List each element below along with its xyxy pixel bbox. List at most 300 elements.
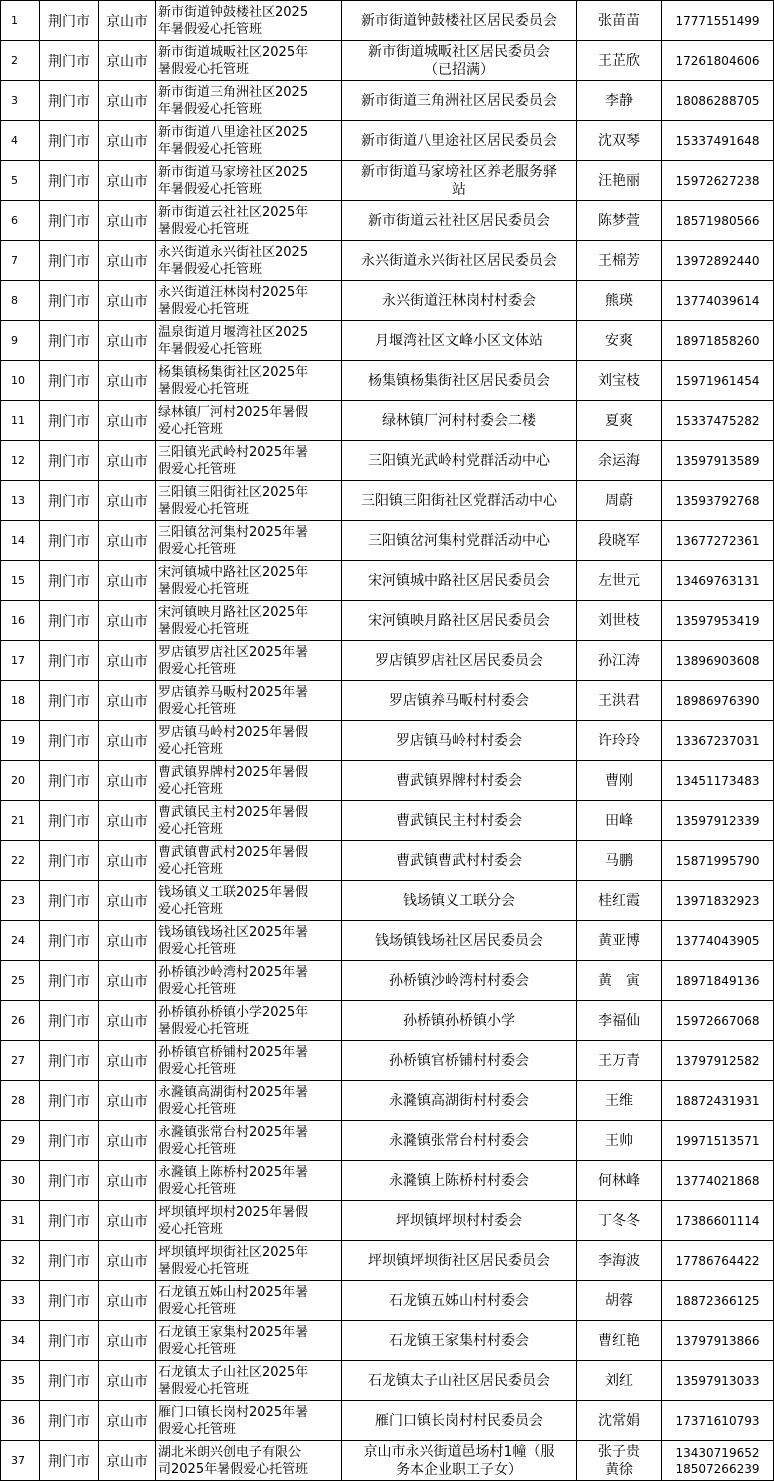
- row-index: 28: [1, 1081, 40, 1121]
- contact-cell-line: 曹红艳: [598, 1332, 640, 1349]
- county-cell: 京山市: [99, 1241, 156, 1281]
- address-cell: [342, 1441, 577, 1481]
- phone-cell-line: 17771551499: [675, 13, 760, 28]
- county-cell: 京山市: [99, 1441, 156, 1481]
- class-name-cell: [156, 681, 342, 721]
- class-name-cell-line: 爱心托管班: [158, 741, 224, 757]
- class-name-cell-line: 假爱心托管班: [158, 461, 237, 477]
- city-cell: 荆门市: [40, 281, 99, 321]
- address-cell: [342, 881, 577, 921]
- contact-cell-line: 夏爽: [605, 412, 633, 429]
- phone-cell: [662, 1041, 774, 1081]
- row-index: 6: [1, 201, 40, 241]
- class-name-cell-line: 爱心托管班: [158, 781, 224, 797]
- row-index: 15: [1, 561, 40, 601]
- contact-cell-line: 刘宝枝: [598, 372, 640, 389]
- class-name-cell-line: 三阳镇岔河集村2025年暑: [158, 524, 309, 540]
- phone-cell-line: 13797913866: [675, 1333, 760, 1348]
- address-cell: [342, 1121, 577, 1161]
- table-row: [1, 1121, 774, 1161]
- county-cell: 京山市: [99, 601, 156, 641]
- table-row: [1, 1321, 774, 1361]
- class-name-cell: [156, 281, 342, 321]
- contact-cell-line: 李福仙: [598, 1012, 640, 1029]
- address-cell-line: 永漋镇张常台村村委会: [389, 1132, 529, 1149]
- county-cell: 京山市: [99, 361, 156, 401]
- table-row: [1, 761, 774, 801]
- address-cell: [342, 521, 577, 561]
- contact-cell-line: 黄徐: [605, 1461, 633, 1478]
- address-cell: [342, 1321, 577, 1361]
- address-cell-line: 曹武镇民主村村委会: [396, 812, 522, 829]
- class-name-cell: [156, 41, 342, 81]
- row-index: 17: [1, 641, 40, 681]
- class-name-cell-line: 永漋镇高湖街村2025年暑: [158, 1084, 309, 1100]
- contact-cell: [577, 361, 662, 401]
- phone-cell-line: 18872431931: [675, 1093, 760, 1108]
- phone-cell: [662, 401, 774, 441]
- row-index: 30: [1, 1161, 40, 1201]
- class-name-cell-line: 假爱心托管班: [158, 941, 237, 957]
- city-cell: 荆门市: [40, 1041, 99, 1081]
- row-index: 33: [1, 1281, 40, 1321]
- address-cell-line: 新市街道城畈社区居民委员会: [368, 43, 550, 60]
- address-cell-line: 新市街道钟鼓楼社区居民委员会: [361, 12, 557, 29]
- phone-cell-line: 18086288705: [675, 93, 760, 108]
- row-index: 11: [1, 401, 40, 441]
- address-cell-line: 孙桥镇官桥铺村村委会: [389, 1052, 529, 1069]
- row-index: 7: [1, 241, 40, 281]
- contact-cell-line: 李海波: [598, 1252, 640, 1269]
- phone-cell: [662, 81, 774, 121]
- county-cell: 京山市: [99, 641, 156, 681]
- class-name-cell: [156, 1441, 342, 1481]
- class-name-cell-line: 三阳镇光武岭村2025年暑: [158, 444, 309, 460]
- class-name-cell-line: 暑假爱心托管班: [158, 1381, 250, 1397]
- contact-cell-line: 汪艳丽: [598, 172, 640, 189]
- address-cell: [342, 441, 577, 481]
- contact-cell: [577, 1041, 662, 1081]
- address-cell-line: 三阳镇岔河集村党群活动中心: [368, 532, 550, 549]
- phone-cell: [662, 721, 774, 761]
- address-cell: [342, 961, 577, 1001]
- class-name-cell: [156, 1321, 342, 1361]
- county-cell: 京山市: [99, 241, 156, 281]
- contact-cell: [577, 1241, 662, 1281]
- contact-cell: [577, 1201, 662, 1241]
- contact-cell: [577, 681, 662, 721]
- row-index: 5: [1, 161, 40, 201]
- class-name-cell: [156, 241, 342, 281]
- city-cell: 荆门市: [40, 881, 99, 921]
- row-index: 31: [1, 1201, 40, 1241]
- address-cell-line: 永漋镇上陈桥村村委会: [389, 1172, 529, 1189]
- row-index: 8: [1, 281, 40, 321]
- address-cell: [342, 721, 577, 761]
- address-cell: [342, 841, 577, 881]
- county-cell: 京山市: [99, 1281, 156, 1321]
- phone-cell-line: 13797912582: [675, 1053, 760, 1068]
- contact-cell: [577, 561, 662, 601]
- contact-cell: [577, 1, 662, 41]
- city-cell: 荆门市: [40, 601, 99, 641]
- table-row: [1, 201, 774, 241]
- address-cell-line: 新市街道三角洲社区居民委员会: [361, 92, 557, 109]
- city-cell: 荆门市: [40, 961, 99, 1001]
- table-row: [1, 1241, 774, 1281]
- address-cell: [342, 681, 577, 721]
- row-index: 22: [1, 841, 40, 881]
- contact-cell-line: 黄 寅: [598, 972, 640, 989]
- class-name-cell-line: 暑假爱心托管班: [158, 221, 250, 237]
- class-name-cell: [156, 881, 342, 921]
- city-cell: 荆门市: [40, 761, 99, 801]
- class-name-cell: [156, 1361, 342, 1401]
- phone-cell-line: 13593792768: [675, 493, 760, 508]
- city-cell: 荆门市: [40, 1361, 99, 1401]
- table-row: [1, 721, 774, 761]
- phone-cell-line: 13469763131: [675, 573, 760, 588]
- class-name-cell: [156, 1081, 342, 1121]
- contact-cell-line: 张苗苗: [598, 12, 640, 29]
- phone-cell-line: 17786764422: [675, 1253, 760, 1268]
- city-cell: 荆门市: [40, 841, 99, 881]
- contact-cell-line: 王帅: [605, 1132, 633, 1149]
- address-cell-line: 永兴街道汪林岗村村委会: [382, 292, 536, 309]
- class-name-cell-line: 杨集镇杨集街社区2025年: [158, 364, 309, 380]
- table-row: [1, 801, 774, 841]
- row-index: 20: [1, 761, 40, 801]
- county-cell: 京山市: [99, 521, 156, 561]
- table-row: [1, 361, 774, 401]
- address-cell-line: 永漋镇高湖街村村委会: [389, 1092, 529, 1109]
- row-index: 24: [1, 921, 40, 961]
- class-name-cell: [156, 1001, 342, 1041]
- phone-cell: [662, 521, 774, 561]
- address-cell: [342, 1241, 577, 1281]
- address-cell-line: 石龙镇五姊山村村委会: [389, 1292, 529, 1309]
- class-name-cell-line: 石龙镇太子山社区2025年: [158, 1364, 309, 1380]
- class-name-cell-line: 新市街道城畈社区2025年: [158, 44, 309, 60]
- address-cell: [342, 641, 577, 681]
- class-name-cell: [156, 1121, 342, 1161]
- table-row: [1, 881, 774, 921]
- phone-cell-line: 15337475282: [675, 413, 760, 428]
- class-name-cell-line: 雁门口镇长岗村2025年暑: [158, 1404, 309, 1420]
- county-cell: 京山市: [99, 1201, 156, 1241]
- contact-cell-line: 田峰: [605, 812, 633, 829]
- phone-cell-line: 13971832923: [675, 893, 760, 908]
- county-cell: 京山市: [99, 961, 156, 1001]
- contact-cell: [577, 281, 662, 321]
- contact-cell: [577, 641, 662, 681]
- row-index: 29: [1, 1121, 40, 1161]
- phone-cell-line: 13451173483: [675, 773, 760, 788]
- class-name-cell: [156, 561, 342, 601]
- phone-cell: [662, 441, 774, 481]
- class-name-cell-line: 新市街道钟鼓楼社区2025: [158, 4, 309, 20]
- phone-cell-line: 13896903608: [675, 653, 760, 668]
- phone-cell-line: 15871995790: [675, 853, 760, 868]
- class-name-cell-line: 新市街道三角洲社区2025: [158, 84, 309, 100]
- row-index: 16: [1, 601, 40, 641]
- phone-cell-line: 18872366125: [675, 1293, 760, 1308]
- address-cell-line: 雁门口镇长岗村村民委员会: [375, 1412, 543, 1429]
- contact-cell-line: 王芷欣: [598, 52, 640, 69]
- contact-cell-line: 李静: [605, 92, 633, 109]
- row-index: 3: [1, 81, 40, 121]
- phone-cell: [662, 1401, 774, 1441]
- address-cell: [342, 361, 577, 401]
- address-cell-line: 务本企业职工子女）: [396, 1461, 522, 1478]
- city-cell: 荆门市: [40, 801, 99, 841]
- contact-cell-line: 张子贵: [598, 1443, 640, 1460]
- contact-cell: [577, 601, 662, 641]
- city-cell: 荆门市: [40, 441, 99, 481]
- county-cell: 京山市: [99, 1361, 156, 1401]
- class-name-cell-line: 假爱心托管班: [158, 1341, 237, 1357]
- class-name-cell-line: 孙桥镇官桥铺村2025年暑: [158, 1044, 309, 1060]
- class-name-cell-line: 曹武镇曹武村2025年暑假: [158, 844, 309, 860]
- class-name-cell-line: 新市街道云社社区2025年: [158, 204, 309, 220]
- address-cell: [342, 1081, 577, 1121]
- contact-cell-line: 周蔚: [605, 492, 633, 509]
- class-name-cell-line: 曹武镇民主村2025年暑假: [158, 804, 309, 820]
- phone-cell-line: 18507266239: [675, 1461, 760, 1476]
- city-cell: 荆门市: [40, 41, 99, 81]
- class-name-cell: [156, 1041, 342, 1081]
- table-row: [1, 401, 774, 441]
- table-row: [1, 121, 774, 161]
- row-index: 27: [1, 1041, 40, 1081]
- address-cell-line: 杨集镇杨集街社区居民委员会: [368, 372, 550, 389]
- county-cell: 京山市: [99, 1161, 156, 1201]
- county-cell: 京山市: [99, 841, 156, 881]
- table-row: [1, 681, 774, 721]
- address-cell-line: 孙桥镇沙岭湾村村委会: [389, 972, 529, 989]
- class-name-cell-line: 新市街道八里途社区2025: [158, 124, 309, 140]
- address-cell: [342, 1201, 577, 1241]
- address-cell-line: 石龙镇王家集村村委会: [389, 1332, 529, 1349]
- class-name-cell-line: 宋河镇映月路社区2025年: [158, 604, 309, 620]
- phone-cell-line: 15337491648: [675, 133, 760, 148]
- address-cell-line: 曹武镇曹武村村委会: [396, 852, 522, 869]
- class-name-cell-line: 孙桥镇孙桥镇小学2025年: [158, 1004, 309, 1020]
- city-cell: 荆门市: [40, 521, 99, 561]
- contact-cell-line: 沈双琴: [598, 132, 640, 149]
- county-cell: 京山市: [99, 801, 156, 841]
- city-cell: 荆门市: [40, 1161, 99, 1201]
- phone-cell: [662, 1, 774, 41]
- city-cell: 荆门市: [40, 361, 99, 401]
- row-index: 1: [1, 1, 40, 41]
- contact-cell: [577, 801, 662, 841]
- table-row: [1, 1, 774, 41]
- contact-cell-line: 陈梦萱: [598, 212, 640, 229]
- class-name-cell-line: 永漋镇张常台村2025年暑: [158, 1124, 309, 1140]
- contact-cell: [577, 441, 662, 481]
- table-row: [1, 1281, 774, 1321]
- contact-cell: [577, 201, 662, 241]
- class-name-cell-line: 年暑假爱心托管班: [158, 21, 263, 37]
- contact-cell: [577, 881, 662, 921]
- phone-cell: [662, 121, 774, 161]
- county-cell: 京山市: [99, 321, 156, 361]
- phone-cell: [662, 1161, 774, 1201]
- table-row: [1, 161, 774, 201]
- class-name-cell-line: 假爱心托管班: [158, 1061, 237, 1077]
- table-row: [1, 841, 774, 881]
- contact-cell-line: 王洪君: [598, 692, 640, 709]
- contact-cell-line: 沈常娟: [598, 1412, 640, 1429]
- class-name-cell: [156, 961, 342, 1001]
- table-row: [1, 281, 774, 321]
- class-name-cell-line: 宋河镇城中路社区2025年: [158, 564, 309, 580]
- phone-cell: [662, 921, 774, 961]
- phone-cell-line: 13774039614: [675, 293, 760, 308]
- table-row: [1, 1361, 774, 1401]
- phone-cell: [662, 1441, 774, 1481]
- class-name-cell-line: 绿林镇厂河村2025年暑假: [158, 404, 309, 420]
- table-row: [1, 41, 774, 81]
- table-body: [1, 1, 774, 1481]
- address-cell-line: 新市街道云社社区居民委员会: [368, 212, 550, 229]
- phone-cell-line: 13597912339: [675, 813, 760, 828]
- class-name-cell-line: 暑假爱心托管班: [158, 301, 250, 317]
- phone-cell: [662, 881, 774, 921]
- address-cell-line: 站: [452, 181, 466, 198]
- contact-cell: [577, 961, 662, 1001]
- contact-cell-line: 王万青: [598, 1052, 640, 1069]
- row-index: 2: [1, 41, 40, 81]
- class-name-cell: [156, 601, 342, 641]
- table-row: [1, 1401, 774, 1441]
- address-cell-line: （已招满）: [424, 61, 494, 78]
- class-name-cell-line: 爱心托管班: [158, 901, 224, 917]
- contact-cell: [577, 1441, 662, 1481]
- phone-cell: [662, 1201, 774, 1241]
- contact-cell: [577, 1281, 662, 1321]
- city-cell: 荆门市: [40, 81, 99, 121]
- phone-cell-line: 15971961454: [675, 373, 760, 388]
- contact-cell: [577, 841, 662, 881]
- city-cell: 荆门市: [40, 561, 99, 601]
- table-row: [1, 81, 774, 121]
- city-cell: 荆门市: [40, 1321, 99, 1361]
- class-name-cell: [156, 121, 342, 161]
- class-name-cell: [156, 1, 342, 41]
- city-cell: 荆门市: [40, 1121, 99, 1161]
- phone-cell: [662, 561, 774, 601]
- county-cell: 京山市: [99, 281, 156, 321]
- phone-cell-line: 13367237031: [675, 733, 760, 748]
- class-name-cell: [156, 481, 342, 521]
- phone-cell: [662, 681, 774, 721]
- phone-cell: [662, 1241, 774, 1281]
- class-name-cell-line: 爱心托管班: [158, 821, 224, 837]
- class-name-cell: [156, 1241, 342, 1281]
- phone-cell: [662, 241, 774, 281]
- county-cell: 京山市: [99, 561, 156, 601]
- county-cell: 京山市: [99, 721, 156, 761]
- address-cell: [342, 81, 577, 121]
- contact-cell-line: 桂红霞: [598, 892, 640, 909]
- phone-cell-line: 13597953419: [675, 613, 760, 628]
- class-name-cell-line: 暑假爱心托管班: [158, 1021, 250, 1037]
- class-name-cell-line: 司2025年暑假爱心托管班: [158, 1461, 309, 1477]
- table-row: [1, 1041, 774, 1081]
- address-cell-line: 罗店镇罗店社区居民委员会: [375, 652, 543, 669]
- class-name-cell-line: 爱心托管班: [158, 421, 224, 437]
- class-name-cell-line: 假爱心托管班: [158, 661, 237, 677]
- county-cell: 京山市: [99, 161, 156, 201]
- contact-cell: [577, 81, 662, 121]
- class-name-cell-line: 三阳镇三阳街社区2025年: [158, 484, 309, 500]
- city-cell: 荆门市: [40, 161, 99, 201]
- class-name-cell: [156, 1281, 342, 1321]
- class-name-cell-line: 爱心托管班: [158, 861, 224, 877]
- address-cell: [342, 1401, 577, 1441]
- address-cell-line: 钱场镇义工联分会: [403, 892, 515, 909]
- row-index: 18: [1, 681, 40, 721]
- row-index: 36: [1, 1401, 40, 1441]
- county-cell: 京山市: [99, 41, 156, 81]
- address-cell: [342, 1361, 577, 1401]
- class-name-cell-line: 假爱心托管班: [158, 701, 237, 717]
- table-row: [1, 961, 774, 1001]
- contact-cell: [577, 241, 662, 281]
- phone-cell-line: 18971858260: [675, 333, 760, 348]
- address-cell-line: 石龙镇太子山社区居民委员会: [368, 1372, 550, 1389]
- city-cell: 荆门市: [40, 1001, 99, 1041]
- class-name-cell-line: 钱场镇钱场社区2025年暑: [158, 924, 309, 940]
- class-name-cell-line: 罗店镇养马畈村2025年暑: [158, 684, 309, 700]
- address-cell: [342, 481, 577, 521]
- class-name-cell: [156, 161, 342, 201]
- class-name-cell-line: 爱心托管班: [158, 1221, 224, 1237]
- class-name-cell-line: 永兴街道汪林岗村2025年: [158, 284, 309, 300]
- contact-cell-line: 黄亚博: [598, 932, 640, 949]
- class-name-cell-line: 罗店镇罗店社区2025年暑: [158, 644, 309, 660]
- address-cell: [342, 201, 577, 241]
- county-cell: 京山市: [99, 1321, 156, 1361]
- phone-cell-line: 15972627238: [675, 173, 760, 188]
- address-cell-line: 坪坝镇坪坝村村委会: [396, 1212, 522, 1229]
- phone-cell: [662, 1281, 774, 1321]
- contact-cell: [577, 1121, 662, 1161]
- address-cell: [342, 401, 577, 441]
- address-cell-line: 永兴街道永兴街社区居民委员会: [361, 252, 557, 269]
- contact-cell-line: 左世元: [598, 572, 640, 589]
- table-row: [1, 481, 774, 521]
- class-name-cell-line: 年暑假爱心托管班: [158, 261, 263, 277]
- table-row: [1, 321, 774, 361]
- contact-cell-line: 王棉芳: [598, 252, 640, 269]
- address-cell: [342, 321, 577, 361]
- class-name-cell: [156, 1201, 342, 1241]
- contact-cell: [577, 41, 662, 81]
- table-row: [1, 1201, 774, 1241]
- phone-cell: [662, 641, 774, 681]
- class-name-cell-line: 暑假爱心托管班: [158, 381, 250, 397]
- class-name-cell: [156, 841, 342, 881]
- address-cell: [342, 1161, 577, 1201]
- address-cell: [342, 241, 577, 281]
- contact-cell: [577, 521, 662, 561]
- table-row: [1, 441, 774, 481]
- county-cell: 京山市: [99, 121, 156, 161]
- phone-cell: [662, 281, 774, 321]
